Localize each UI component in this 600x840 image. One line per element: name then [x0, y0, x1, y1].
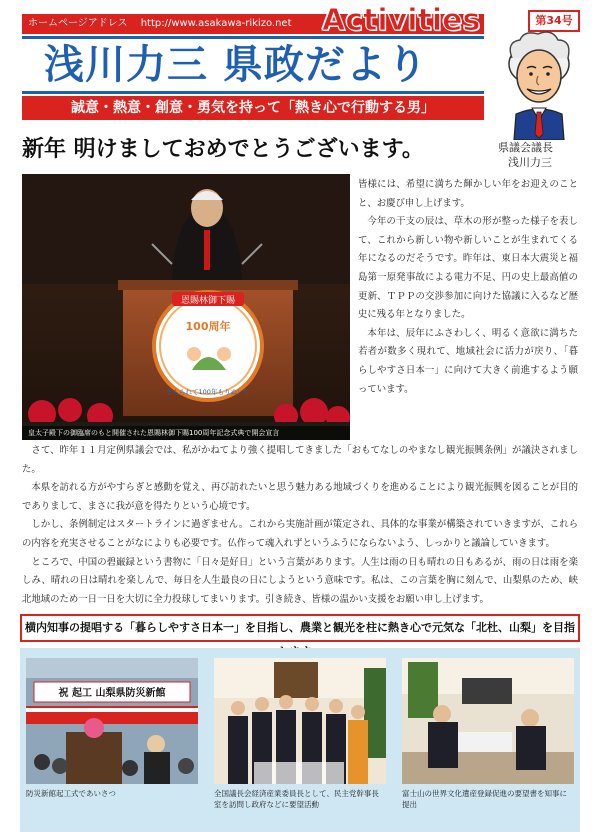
activities-letter: t — [363, 3, 378, 38]
paragraph: 皆様には、希望に満ちた輝かしい年をお迎えのことと、お慶び申し上げます。 — [358, 179, 578, 209]
main-body-text — [22, 442, 578, 609]
activities-letter: i — [377, 3, 388, 38]
paragraph: ところで、中国の碧巌録という書物に「日々是好日」という言葉があります。人生は雨の日も晴れの日もあるが、雨の日は雨を楽しみ、晴れの日は晴れを楽しんで、毎日を人生最良の日にしようという意味です。私は、この言葉を胸に刻んで、山梨県のため、峡北地域のため一日一日を大切に全力投球してまいります。引き続き、皆様の温かい支援をお願い申し上げます。 — [22, 556, 578, 605]
paragraph: 本県を訪れる方がやすらぎと感動を覚え、再び訪れたいと思う魅力ある地域づくりを進めることにより観光振興を図ることが目的でありまして、まさに我が意を得たりという心境です。 — [22, 482, 578, 512]
new-year-greeting-headline: 新年 明けましておめでとうございます。 — [22, 137, 424, 162]
paragraph: 本年は、辰年にふさわしく、明るく意欲に満ちた若者が数多く現れて、地域社会に活力が戻り、「暮らしやすさ日本一」に向けて大きく前進するよう願っています。 — [358, 327, 578, 395]
gallery-caption: 全国議長会経済産業委員長として、民主党幹事長室を訪問し政府などに要望活動 — [214, 789, 379, 809]
homepage-label: ホームページアドレス — [28, 18, 128, 29]
activities-letter: c — [345, 3, 364, 38]
sign-years: 100周年 — [185, 320, 231, 333]
issue-number-badge: 第34号 — [528, 10, 580, 32]
activities-letter: s — [462, 3, 481, 38]
greeting-column-text — [358, 176, 578, 399]
newsletter-title: 浅川力三 県政だより — [22, 36, 484, 94]
activities-letter: i — [431, 3, 443, 38]
gallery-caption: 防災新館起工式であいさつ — [26, 789, 116, 798]
ceremony-photo — [22, 174, 350, 440]
groundbreaking-photo — [26, 658, 198, 784]
paragraph: しかし、条例制定はスタートラインに過ぎません。これから実施計画が策定され、具体的な事業が構築されていきますが、これらの内容を充実させることがなによりも必要です。仏作って魂入れずというふうにならないよう、しっかりと議論していきます。 — [22, 519, 578, 549]
author-role: 県議会議長 — [498, 141, 553, 154]
activities-letter: e — [442, 3, 463, 38]
caricature-portrait-icon — [494, 28, 584, 140]
groundbreaking-sign-text: 祝 起工 山梨県防災新館 — [58, 688, 166, 699]
author-signature — [498, 140, 553, 170]
activities-letter: A — [322, 3, 346, 38]
activities-letter: i — [407, 3, 418, 38]
author-name: 浅川力三 — [508, 156, 552, 169]
ceremony-scene-image — [22, 174, 350, 440]
photo-gallery — [20, 648, 580, 832]
petition-visit-photo — [214, 658, 386, 784]
gallery-caption: 富士山の世界文化遺産登録促進の要望書を知事に提出 — [402, 789, 567, 809]
activities-letter: v — [387, 3, 408, 38]
petition-submission-photo — [402, 658, 574, 784]
homepage-url[interactable]: http://www.asakawa-rikizo.net — [140, 18, 292, 29]
sign-bottom-text: まもられて100年もりぬいて — [166, 388, 250, 396]
paragraph: さて、昨年１１月定例県議会では、私がかねてより強く提唱してきました「おもてなしのやまなし観光振興条例」が議決されました。 — [22, 445, 578, 475]
sign-title: 恩賜林御下賜 — [180, 296, 236, 306]
paragraph: 今年の干支の辰は、草木の形が整った様子を表して、これから新しい物や新しいことが生まれてくる年になるのだそうです。昨年は、東日本大震災と福島第一原発事故による電力不足、円の史上最高値の更新、ＴＰＰの交渉参加に向けた協議に入るなど歴史に残る年となりました。 — [358, 216, 578, 321]
activities-logo — [322, 2, 480, 40]
slogan-banner: 誠意・熱意・創意・勇気を持って「熱き心で行動する男」 — [22, 96, 484, 120]
activities-letter: t — [417, 3, 432, 38]
policy-banner: 横内知事の提唱する「暮らしやすさ日本一」を目指し、農業と観光を柱に熱き心で元気な「北杜、山梨」を目指 — [20, 614, 580, 642]
ceremony-photo-caption: 皇太子殿下の御臨席のもと開催された恩賜林御下賜100周年記念式典で開会宣言 — [22, 426, 350, 440]
